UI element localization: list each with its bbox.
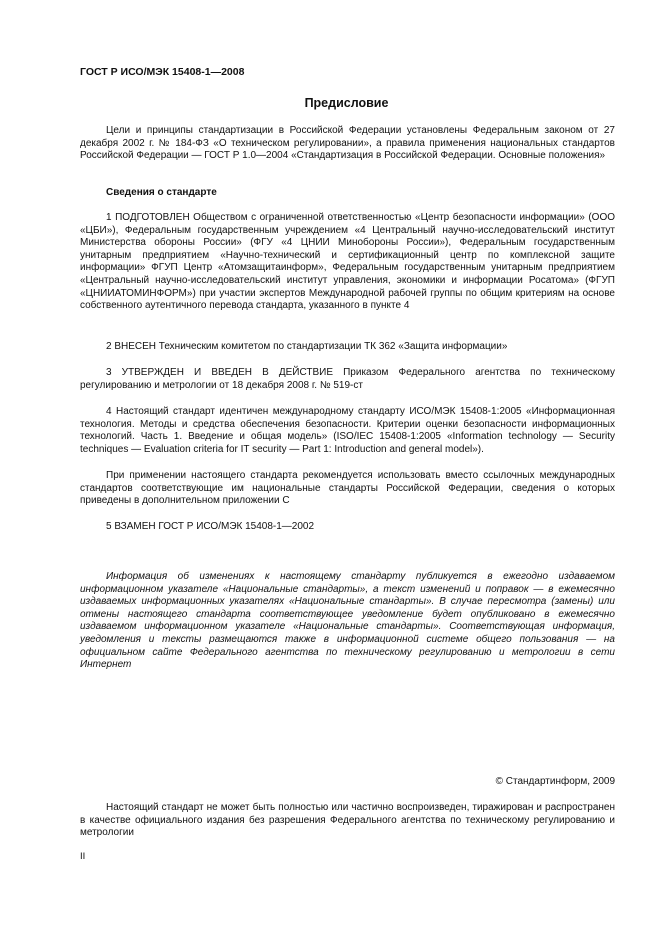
item-2-paragraph: 2 ВНЕСЕН Техническим комитетом по стандартизации ТК 362 «Защита информации» <box>106 341 508 352</box>
intro-paragraph: Цели и принципы стандартизации в Российской Федерации установлены Федеральным законом от 27 декабря 2002 г. № 184-ФЗ «О техническом регулировании», а правила применения национальных стандартов Российской Федерации — ГОСТ Р 1.0—2004 «Стандартизация в Российской Федерации. Основные положения» <box>80 125 615 162</box>
page-number: II <box>80 851 86 862</box>
item-1-paragraph: 1 ПОДГОТОВЛЕН Обществом с ограниченной ответственностью «Центр безопасности информации» (ООО «ЦБИ»), Федеральным государственным учреждением «4 Центральный научно-исследовательский институт Министерства обороны России» (ФГУ «4 ЦНИИ Минобороны России»), Федеральным государственным унитарным предприятием «Научно-технический и сертификационный центр по комплексной защите информации» ФГУП Центр «Атомзащитаинформ», Федеральным государственным унитарным предприятием «Центральный научно-исследовательский институт управления, экономики и информации Росатома» (ФГУП «ЦНИИАТОМИНФОРМ») при участии экспертов Международной рабочей группы по общим критериям на основе собственного аутентичного перевода стандарта, указанного в пункте 4 <box>80 212 615 312</box>
copyright-line: © Стандартинформ, 2009 <box>495 776 615 787</box>
item-5-paragraph: 5 ВЗАМЕН ГОСТ Р ИСО/МЭК 15408-1—2002 <box>106 521 315 532</box>
standard-code-header: ГОСТ Р ИСО/МЭК 15408-1—2008 <box>80 66 245 78</box>
page-title: Предисловие <box>304 96 389 110</box>
section-heading: Сведения о стандарте <box>106 187 217 198</box>
item-4-paragraph: 4 Настоящий стандарт идентичен международному стандарту ИСО/МЭК 15408-1:2005 «Информационная технология. Методы и средства обеспечения безопасности. Критерии оценки безопасности информационных технологий. Часть 1. Введение и общая модель» (ISO/IEC 15408-1:2005 «Information technology — Security techniques — Evaluation criteria for IT security — Part 1: Introduction and general model»). <box>80 406 615 455</box>
changes-notice-paragraph: Информация об изменениях к настоящему стандарту публикуется в ежегодно издаваемом информационном указателе «Национальные стандарты», а текст изменений и поправок — в ежемесячно издаваемых информационных указателях «Национальные стандарты». В случае пересмотра (замены) или отмены настоящего стандарта соответствующее уведомление будет опубликовано в ежемесячно издаваемом информационном указателе «Национальные стандарты». Соответствующая информация, уведомления и тексты размещаются также в информационной системе общего пользования — на официальном сайте Федерального агентства по техническому регулированию и метрологии в сети Интернет <box>80 571 615 671</box>
item-4-note-paragraph: При применении настоящего стандарта рекомендуется использовать вместо ссылочных международных стандартов соответствующие им национальные стандарты Российской Федерации, сведения о которых приведены в дополнительном приложении С <box>80 470 615 507</box>
item-3-paragraph: 3 УТВЕРЖДЕН И ВВЕДЕН В ДЕЙСТВИЕ Приказом Федерального агентства по техническому регулированию и метрологии от 18 декабря 2008 г. № 519-ст <box>80 367 615 391</box>
reproduction-notice-paragraph: Настоящий стандарт не может быть полностью или частично воспроизведен, тиражирован и распространен в качестве официального издания без разрешения Федерального агентства по техническому регулированию и метрологии <box>80 802 615 839</box>
